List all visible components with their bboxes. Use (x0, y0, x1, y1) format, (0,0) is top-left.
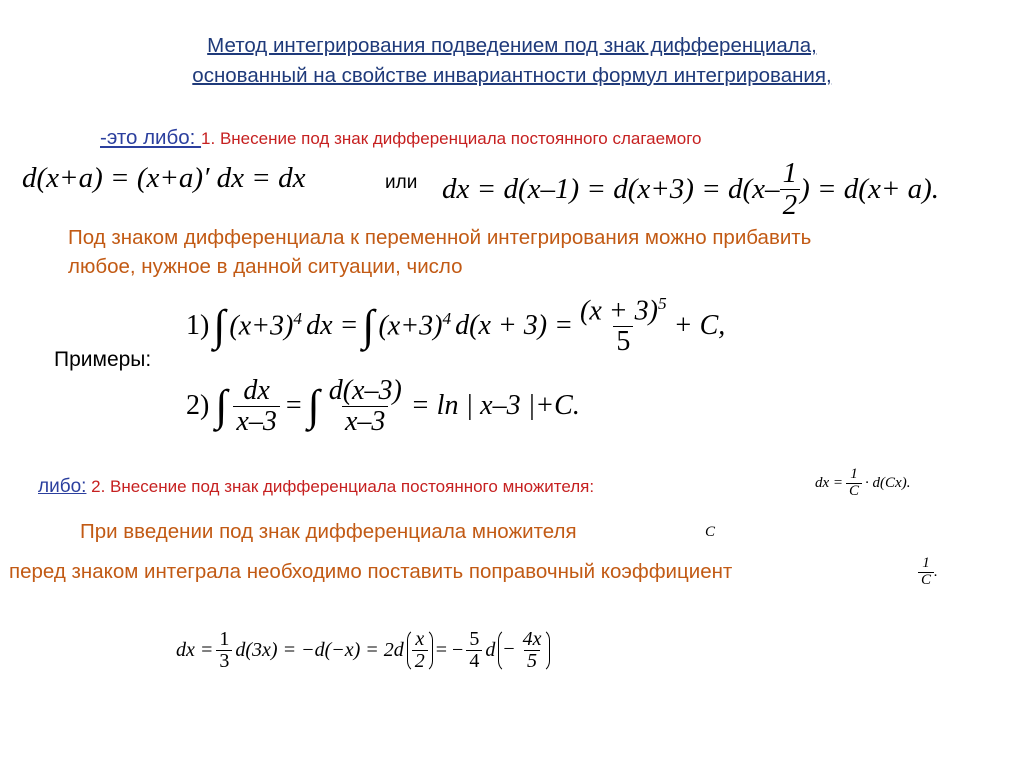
final-fraction-1 (216, 629, 232, 672)
final-f4-den: 5 (524, 650, 540, 672)
part1-title: 1. Внесение под знак дифференциала постоянного слагаемого (201, 129, 702, 148)
part2-heading (38, 476, 594, 498)
part1-prefix: -это либо: (100, 126, 202, 149)
final-paren-2 (498, 628, 549, 673)
explanation-line-1: Под знаком дифференциала к переменной интегрирования можно прибавить (68, 226, 812, 249)
final-e: − (503, 637, 515, 660)
example-2-rest: = ln | x–3 |+C. (410, 390, 580, 421)
part2-formula-den: C (846, 483, 862, 500)
rule-coefficient-fraction (918, 556, 934, 589)
final-c: = − (435, 638, 464, 661)
final-fraction-3 (466, 629, 482, 672)
rule-coefficient-den: C (918, 572, 934, 589)
rule-coefficient-dot: . (934, 563, 938, 580)
final-f1-den: 3 (216, 650, 232, 672)
final-f1-num: 1 (219, 627, 230, 650)
part2-formula-num: 1 (850, 465, 858, 482)
formula-1-rhs-a: dx = d(x–1) = d(x+3) = d(x– (442, 172, 780, 205)
example-2-fraction-1 (233, 376, 279, 436)
example-1-number: 1) (186, 310, 210, 341)
example-2 (186, 366, 580, 446)
final-a: dx = (176, 638, 214, 661)
rule-coefficient (918, 546, 938, 598)
integral-sign: ∫ (215, 381, 228, 431)
final-f2-num: x (415, 627, 425, 650)
part2-formula-rhs: · d(Cx). (865, 474, 911, 491)
final-f2-den: 2 (412, 650, 428, 672)
final-f4-num: 4x (522, 627, 542, 650)
example-1-fraction (577, 295, 670, 356)
rule-symbol-c: C (705, 524, 716, 540)
final-b: d(3x) = −d(−x) = 2d (235, 638, 404, 661)
part2-prefix: либо: (38, 476, 87, 497)
example-1-base: $(x+3)^4$ (229, 309, 303, 342)
final-f3-num: 5 (469, 627, 480, 650)
part2-title: 2. Внесение под знак дифференциала постоянного множителя: (86, 477, 595, 496)
example-2-fraction-2 (326, 376, 405, 436)
final-f3-den: 4 (466, 650, 482, 672)
examples-label: Примеры: (54, 348, 152, 371)
explanation-line-2: любое, нужное в данной ситуации, число (68, 255, 463, 278)
formula-1-fraction (780, 158, 801, 220)
rule-line-1: При введении под знак дифференциала множителя (80, 520, 577, 543)
example-1-dx: dx = (306, 310, 359, 341)
rule-coefficient-num: 1 (922, 554, 930, 571)
formula-1-lhs: d(x+a) = (x+a)′ dx = dx (22, 162, 306, 194)
integral-sign: ∫ (213, 301, 226, 351)
integral-sign: ∫ (362, 301, 375, 351)
title-line-1: Метод интегрирования подведением под знак дифференциала, (207, 34, 817, 57)
part2-formula-fraction (846, 467, 862, 500)
example-1 (186, 286, 725, 366)
formula-1-or: или (385, 172, 418, 193)
formula-1-frac-den: 2 (780, 189, 801, 220)
part2-formula-lhs: dx = (815, 474, 844, 491)
example-2-f1-den: x–3 (233, 406, 279, 436)
example-1-d: d(x + 3) = (455, 310, 573, 341)
example-2-number: 2) (186, 390, 210, 421)
formula-1-rhs-b: ) = d(x+ a). (800, 172, 940, 205)
final-fraction-2 (412, 629, 428, 672)
example-1-frac-num: $(x + 3)^5$ (580, 294, 667, 327)
example-1-frac-den: 5 (613, 326, 633, 356)
example-1-base-2: $(x+3)^4$ (378, 309, 452, 342)
example-2-f1-num: dx (243, 375, 270, 407)
final-fraction-4 (520, 629, 545, 672)
integral-sign: ∫ (307, 381, 320, 431)
formula-1-rhs (442, 150, 939, 228)
final-formula (176, 614, 550, 686)
part2-formula (815, 458, 910, 508)
example-2-f2-den: x–3 (342, 406, 388, 436)
final-d: d (485, 638, 496, 661)
formula-1-frac-num: 1 (782, 157, 798, 190)
title-line-2: основанный на свойстве инвариантности формул интегрирования, (192, 64, 832, 87)
example-1-c: + C, (673, 310, 726, 341)
part1-heading (100, 126, 701, 150)
example-2-eq: = (285, 390, 302, 421)
final-paren-1 (407, 628, 433, 673)
example-2-f2-num: d(x–3) (328, 375, 402, 407)
rule-line-2: перед знаком интеграла необходимо поставить поправочный коэффициент (9, 560, 733, 583)
